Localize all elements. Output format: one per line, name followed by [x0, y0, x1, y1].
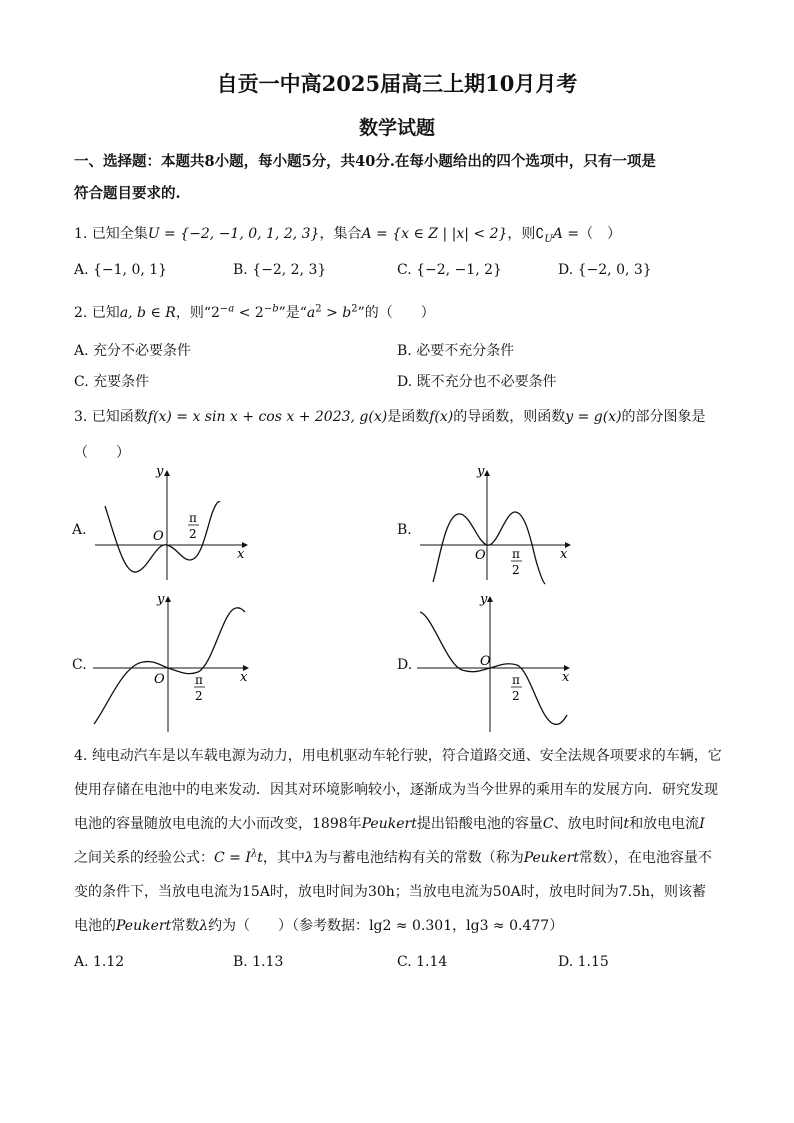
q4-formula: C = I: [214, 850, 251, 866]
graph-a-two: 2: [189, 527, 197, 541]
question-1: [74, 223, 621, 245]
q1-option-c: C. {−2, −1, 2}: [397, 262, 502, 278]
q3-number: 3.: [74, 409, 88, 425]
q1-complement-sub: U: [544, 233, 553, 245]
q2-condition: a, b ∈ R: [119, 305, 176, 321]
graph-d-y-label: y: [480, 592, 488, 607]
q3-option-b-label: B.: [397, 522, 412, 538]
q1-paren: （ ）: [579, 226, 622, 242]
section-heading-line1: 一、选择题：本题共8小题，每小题5分，共40分.在每小题给出的四个选项中，只有一项是: [74, 153, 656, 170]
q4-line-5: 变的条件下，当放电电流为15A时，放电时间为30h；当放电电流为50A时，放电时间为7.5h，则该蓄: [74, 884, 706, 900]
graph-a-y-label: y: [156, 464, 164, 479]
graph-d-two: 2: [512, 689, 520, 703]
q3-graph-b: [415, 462, 585, 592]
q4-line-3: 电池的容量随放电电流的大小而改变，1898年Peukert提出铅酸电池的容量C、放电时间t和放电电流I: [74, 816, 705, 832]
q1-text-3: ，则: [507, 226, 536, 242]
q1-text-2: ，集合: [319, 226, 362, 242]
q3-option-a-label: A.: [72, 522, 87, 538]
q4-option-c: C. 1.14: [397, 954, 448, 970]
graph-d-pi: π: [512, 673, 520, 687]
q2-option-a: A. 充分不必要条件: [74, 343, 192, 359]
graph-b-two: 2: [512, 563, 520, 577]
q3-graph-c: [88, 590, 263, 735]
q1-option-a: A. {−1, 0, 1}: [74, 262, 168, 278]
graph-c-pi: π: [195, 673, 203, 687]
q1-set-u: U = {−2, −1, 0, 1, 2, 3}: [147, 226, 320, 242]
question-3: 3. 已知函数f(x) = x sin x + cos x + 2023, g(x)是函数f(x)的导函数，则函数y = g(x)的部分图象是: [74, 409, 706, 425]
q1-option-b: B. {−2, 2, 3}: [233, 262, 327, 278]
graph-c-origin: O: [154, 672, 165, 687]
q3-graph-a: [90, 462, 260, 582]
q2-option-d: D. 既不充分也不必要条件: [397, 374, 557, 390]
q4-option-b: B. 1.13: [233, 954, 284, 970]
graph-b-pi: π: [512, 547, 520, 561]
q4-line-6: 电池的Peukert常数λ约为（ ）（参考数据：lg2 ≈ 0.301，lg3 ≈ 0.477）: [74, 918, 564, 934]
q4-line-2: 使用存储在电池中的电来发动．因其对环境影响较小，逐渐成为当今世界的乘用车的发展方向．研究发现: [74, 782, 718, 798]
q1-set-a: A = {x ∈ Z | |x| < 2}: [361, 226, 508, 242]
q1-option-d: D. {−2, 0, 3}: [558, 262, 652, 278]
q2-option-c: C. 充要条件: [74, 374, 150, 390]
q1-text-1: 已知全集: [91, 226, 148, 242]
q3-paren: （ ）: [74, 445, 130, 461]
graph-a-x-label: x: [237, 547, 245, 562]
graph-b-x-label: x: [560, 547, 568, 562]
graph-c-x-label: x: [240, 670, 248, 685]
q3-graph-d: [412, 590, 587, 735]
q4-option-a: A. 1.12: [74, 954, 125, 970]
question-2: 2. 已知a, b ∈ R，则“$2^{-a} < 2^{-b}$”是“$a^2 > b^2$”的（ ）: [74, 303, 435, 321]
q1-number: 1.: [74, 226, 88, 242]
q3-option-c-label: C.: [72, 657, 87, 673]
q2-option-b: B. 必要不充分条件: [397, 343, 515, 359]
q4-line-1: 4. 纯电动汽车是以车载电源为动力，用电机驱动车轮行驶，符合道路交通、安全法规各项要求的车辆，它: [74, 748, 722, 764]
q3-function-f: f(x) = x sin x + cos x + 2023,: [147, 409, 355, 425]
exam-title: 自贡一中高2025届高三上期10月月考: [216, 71, 578, 96]
section-heading-line2: 符合题目要求的.: [74, 185, 181, 202]
q4-line-4: 之间关系的经验公式：$C = I^\lambda t$，其中λ为与蓄电池结构有关的常数（称为Peukert常数），在电池容量不: [74, 848, 712, 866]
q3-option-d-label: D.: [397, 657, 413, 673]
exam-subtitle: 数学试题: [358, 117, 435, 139]
graph-c-two: 2: [195, 689, 203, 703]
q1-a-eq: A =: [552, 226, 580, 242]
q2-number: 2.: [74, 305, 88, 321]
graph-b-origin: O: [475, 548, 486, 563]
graph-c-y-label: y: [157, 592, 165, 607]
graph-a-origin: O: [153, 529, 164, 544]
graph-b-y-label: y: [477, 464, 485, 479]
q1-complement: ∁: [535, 226, 545, 242]
graph-a-pi: π: [189, 511, 197, 525]
graph-d-x-label: x: [562, 670, 570, 685]
graph-d-origin: O: [480, 654, 491, 669]
q4-option-d: D. 1.15: [558, 954, 609, 970]
